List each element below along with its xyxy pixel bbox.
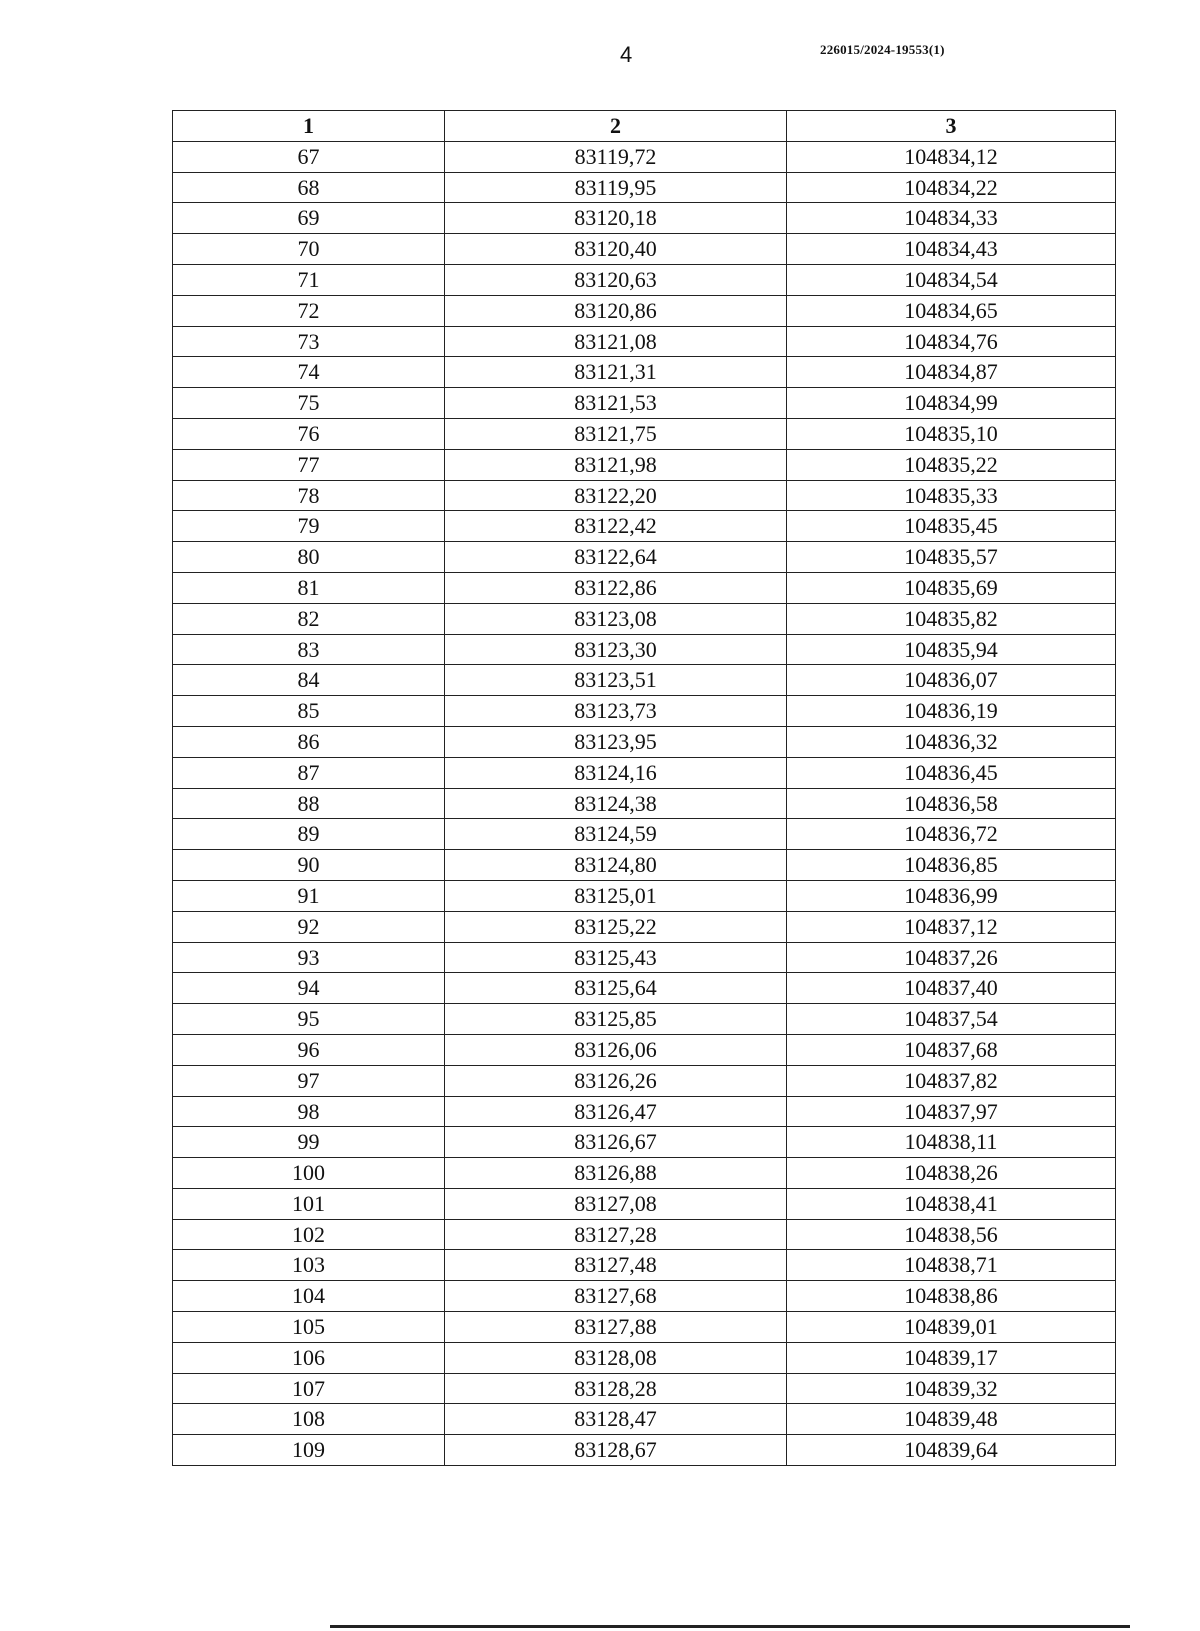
table-cell-col-1: 73: [173, 326, 445, 357]
table-row: [173, 1034, 1116, 1065]
table-cell-col-3: 104839,48: [787, 1404, 1116, 1435]
table-cell-col-2: 83126,88: [445, 1158, 787, 1189]
table-cell-col-3: 104834,43: [787, 234, 1116, 265]
table-cell-col-2: 83124,59: [445, 819, 787, 850]
table-cell-col-2: 83119,95: [445, 172, 787, 203]
table-cell-col-3: 104836,99: [787, 880, 1116, 911]
table-cell-col-3: 104835,94: [787, 634, 1116, 665]
table-cell-col-3: 104837,54: [787, 1004, 1116, 1035]
table-row: [173, 388, 1116, 419]
table-cell-col-2: 83121,31: [445, 357, 787, 388]
table-cell-col-3: 104834,65: [787, 295, 1116, 326]
table-row: [173, 726, 1116, 757]
table-cell-col-1: 70: [173, 234, 445, 265]
table-cell-col-2: 83127,48: [445, 1250, 787, 1281]
table-cell-col-2: 83128,47: [445, 1404, 787, 1435]
table-cell-col-1: 74: [173, 357, 445, 388]
table-cell-col-2: 83120,18: [445, 203, 787, 234]
document-id: 226015/2024-19553(1): [820, 42, 945, 57]
table-cell-col-3: 104838,86: [787, 1281, 1116, 1312]
column-header-2: 2: [445, 111, 787, 142]
table-row: [173, 603, 1116, 634]
table-cell-col-2: 83128,67: [445, 1435, 787, 1466]
table-cell-col-2: 83125,64: [445, 973, 787, 1004]
table-cell-col-2: 83125,43: [445, 942, 787, 973]
table-cell-col-1: 109: [173, 1435, 445, 1466]
table-row: [173, 1342, 1116, 1373]
table-row: [173, 295, 1116, 326]
table-cell-col-3: 104835,82: [787, 603, 1116, 634]
table-cell-col-2: 83127,28: [445, 1219, 787, 1250]
table-cell-col-1: 83: [173, 634, 445, 665]
table-row: [173, 696, 1116, 727]
table-cell-col-1: 68: [173, 172, 445, 203]
table-cell-col-1: 88: [173, 788, 445, 819]
table-cell-col-3: 104836,19: [787, 696, 1116, 727]
table-cell-col-3: 104837,68: [787, 1034, 1116, 1065]
table-cell-col-3: 104837,82: [787, 1065, 1116, 1096]
table-cell-col-3: 104836,58: [787, 788, 1116, 819]
table-row: [173, 1250, 1116, 1281]
table-cell-col-2: 83121,98: [445, 449, 787, 480]
table-cell-col-3: 104834,99: [787, 388, 1116, 419]
table-cell-col-3: 104834,12: [787, 141, 1116, 172]
table-cell-col-3: 104837,40: [787, 973, 1116, 1004]
table-cell-col-2: 83124,16: [445, 757, 787, 788]
table-cell-col-3: 104836,85: [787, 850, 1116, 881]
table-cell-col-2: 83126,06: [445, 1034, 787, 1065]
table-row: [173, 942, 1116, 973]
table-cell-col-3: 104837,26: [787, 942, 1116, 973]
table-cell-col-2: 83125,22: [445, 911, 787, 942]
table-cell-col-2: 83126,67: [445, 1127, 787, 1158]
table-cell-col-3: 104834,87: [787, 357, 1116, 388]
table-cell-col-3: 104837,97: [787, 1096, 1116, 1127]
table-row: [173, 1219, 1116, 1250]
table-cell-col-2: 83121,08: [445, 326, 787, 357]
table-cell-col-2: 83123,73: [445, 696, 787, 727]
table-row: [173, 973, 1116, 1004]
table-cell-col-1: 99: [173, 1127, 445, 1158]
table-row: [173, 511, 1116, 542]
table-cell-col-1: 105: [173, 1312, 445, 1343]
table-cell-col-2: 83128,28: [445, 1373, 787, 1404]
table-cell-col-1: 92: [173, 911, 445, 942]
table-cell-col-2: 83119,72: [445, 141, 787, 172]
table-cell-col-3: 104838,11: [787, 1127, 1116, 1158]
table-cell-col-1: 104: [173, 1281, 445, 1312]
table-row: [173, 449, 1116, 480]
table-cell-col-2: 83120,40: [445, 234, 787, 265]
table-cell-col-2: 83123,95: [445, 726, 787, 757]
table-cell-col-1: 79: [173, 511, 445, 542]
table-cell-col-1: 106: [173, 1342, 445, 1373]
table-row: [173, 1373, 1116, 1404]
table-cell-col-3: 104838,26: [787, 1158, 1116, 1189]
table-cell-col-2: 83127,08: [445, 1188, 787, 1219]
table-cell-col-3: 104839,64: [787, 1435, 1116, 1466]
column-header-1: 1: [173, 111, 445, 142]
table-row: [173, 141, 1116, 172]
table-cell-col-3: 104835,45: [787, 511, 1116, 542]
table-row: [173, 480, 1116, 511]
table-cell-col-1: 85: [173, 696, 445, 727]
table-row: [173, 634, 1116, 665]
table-row: [173, 234, 1116, 265]
table-cell-col-3: 104834,54: [787, 264, 1116, 295]
table-cell-col-2: 83120,63: [445, 264, 787, 295]
table-cell-col-1: 103: [173, 1250, 445, 1281]
table-row: [173, 1281, 1116, 1312]
table-cell-col-1: 98: [173, 1096, 445, 1127]
table-cell-col-1: 95: [173, 1004, 445, 1035]
table-cell-col-3: 104836,72: [787, 819, 1116, 850]
table-row: [173, 326, 1116, 357]
table-cell-col-1: 93: [173, 942, 445, 973]
table-cell-col-1: 87: [173, 757, 445, 788]
table-cell-col-3: 104838,56: [787, 1219, 1116, 1250]
header-row: [173, 111, 1116, 142]
table-cell-col-2: 83122,64: [445, 542, 787, 573]
table-cell-col-1: 84: [173, 665, 445, 696]
table-cell-col-2: 83120,86: [445, 295, 787, 326]
bottom-rule: [330, 1625, 1130, 1628]
table-cell-col-3: 104839,32: [787, 1373, 1116, 1404]
table-cell-col-3: 104834,22: [787, 172, 1116, 203]
table-row: [173, 1127, 1116, 1158]
table-row: [173, 1004, 1116, 1035]
table-row: [173, 172, 1116, 203]
table-cell-col-3: 104836,07: [787, 665, 1116, 696]
table-cell-col-2: 83122,42: [445, 511, 787, 542]
table-cell-col-1: 100: [173, 1158, 445, 1189]
table-cell-col-2: 83126,26: [445, 1065, 787, 1096]
table-row: [173, 357, 1116, 388]
table-row: [173, 1404, 1116, 1435]
table-body: [173, 141, 1116, 1465]
table-row: [173, 819, 1116, 850]
table-cell-col-1: 77: [173, 449, 445, 480]
table-cell-col-3: 104836,45: [787, 757, 1116, 788]
table-cell-col-2: 83125,85: [445, 1004, 787, 1035]
table-cell-col-1: 86: [173, 726, 445, 757]
table-row: [173, 850, 1116, 881]
table-cell-col-2: 83124,38: [445, 788, 787, 819]
table-row: [173, 572, 1116, 603]
table-cell-col-1: 71: [173, 264, 445, 295]
table-cell-col-3: 104836,32: [787, 726, 1116, 757]
table-row: [173, 665, 1116, 696]
table-row: [173, 203, 1116, 234]
table-cell-col-1: 102: [173, 1219, 445, 1250]
table-cell-col-2: 83125,01: [445, 880, 787, 911]
table-row: [173, 418, 1116, 449]
table-row: [173, 1312, 1116, 1343]
table-cell-col-1: 82: [173, 603, 445, 634]
table-row: [173, 542, 1116, 573]
column-header-3: 3: [787, 111, 1116, 142]
table-cell-col-3: 104837,12: [787, 911, 1116, 942]
table-row: [173, 264, 1116, 295]
table-row: [173, 1096, 1116, 1127]
table-cell-col-2: 83124,80: [445, 850, 787, 881]
coordinates-table: [172, 110, 1116, 1466]
table-row: [173, 1435, 1116, 1466]
table-row: [173, 788, 1116, 819]
table-cell-col-1: 97: [173, 1065, 445, 1096]
table-cell-col-1: 107: [173, 1373, 445, 1404]
table-cell-col-2: 83123,08: [445, 603, 787, 634]
table-cell-col-1: 69: [173, 203, 445, 234]
table-cell-col-3: 104839,17: [787, 1342, 1116, 1373]
table-row: [173, 1065, 1116, 1096]
table-cell-col-1: 81: [173, 572, 445, 603]
table-cell-col-1: 72: [173, 295, 445, 326]
table-cell-col-1: 67: [173, 141, 445, 172]
table-row: [173, 911, 1116, 942]
table-row: [173, 1188, 1116, 1219]
table-cell-col-2: 83123,51: [445, 665, 787, 696]
table-cell-col-2: 83127,68: [445, 1281, 787, 1312]
table-cell-col-1: 91: [173, 880, 445, 911]
table-row: [173, 1158, 1116, 1189]
table-cell-col-3: 104835,57: [787, 542, 1116, 573]
table-cell-col-1: 101: [173, 1188, 445, 1219]
table-cell-col-3: 104835,69: [787, 572, 1116, 603]
table-cell-col-1: 89: [173, 819, 445, 850]
table-cell-col-1: 94: [173, 973, 445, 1004]
table-cell-col-3: 104835,22: [787, 449, 1116, 480]
table-row: [173, 757, 1116, 788]
table-cell-col-2: 83121,75: [445, 418, 787, 449]
table-cell-col-2: 83128,08: [445, 1342, 787, 1373]
table-cell-col-2: 83121,53: [445, 388, 787, 419]
table-cell-col-3: 104838,71: [787, 1250, 1116, 1281]
table-cell-col-3: 104835,10: [787, 418, 1116, 449]
table-cell-col-1: 78: [173, 480, 445, 511]
table-cell-col-3: 104834,33: [787, 203, 1116, 234]
table-cell-col-1: 76: [173, 418, 445, 449]
table-cell-col-3: 104835,33: [787, 480, 1116, 511]
table-cell-col-1: 96: [173, 1034, 445, 1065]
table-cell-col-2: 83122,20: [445, 480, 787, 511]
table-cell-col-2: 83122,86: [445, 572, 787, 603]
table-cell-col-1: 90: [173, 850, 445, 881]
table-cell-col-1: 80: [173, 542, 445, 573]
table-cell-col-2: 83123,30: [445, 634, 787, 665]
table-header: [173, 111, 1116, 142]
table-cell-col-1: 75: [173, 388, 445, 419]
table-cell-col-3: 104839,01: [787, 1312, 1116, 1343]
page-number: 4: [620, 42, 633, 67]
table-cell-col-2: 83127,88: [445, 1312, 787, 1343]
table-cell-col-3: 104834,76: [787, 326, 1116, 357]
table-cell-col-1: 108: [173, 1404, 445, 1435]
table-cell-col-2: 83126,47: [445, 1096, 787, 1127]
table-row: [173, 880, 1116, 911]
table-cell-col-3: 104838,41: [787, 1188, 1116, 1219]
